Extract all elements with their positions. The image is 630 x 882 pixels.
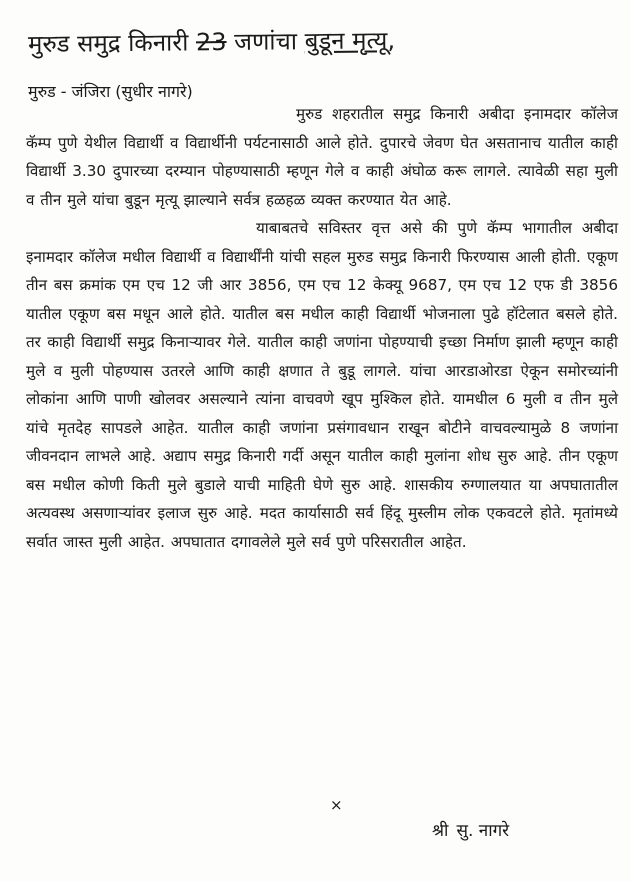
news-headline xyxy=(28,19,618,63)
article-paragraph-2: याबाबतचे सविस्तर वृत्त असे की पुणे कॅम्प भागातील अबीदा इनामदार कॉलेज मधील विद्यार्थी व विद्यार्थींनी यांची सहल मुरुड समुद्र किनारी फिरण्यास आली होती. एकूण तीन बस क्रमांक एम एच 12 जी आर 3856, एम एच 12 केक्यू 9687, एम एच 12 एफ डी 3856 यातील एकूण बस मधून आले होते. यातील बस मधील काही विद्यार्थी भोजनाला पुढे हॉटेलात बसले होते. तर काही विद्यार्थी समुद्र किनाऱ्यावर गेले. यातील काही जणांना पोहण्याची इच्छा निर्माण झाली म्हणून काही मुले व मुली पोहण्यास उतरले आणि काही क्षणात ते बुडू लागले. यांचा आरडाओरडा ऐकून समोरच्यांनी लोकांना आणि पाणी खोलवर असल्याने त्यांना वाचवणे खूप मुश्किल होते. यामधील 6 मुली व तीन मुले यांचे मृतदेह सापडले आहेत. यातील काही जणांना प्रसंगावधान राखून बोटीने वाचवल्यामुळे 8 जणांना जीवनदान लाभले आहे. अद्याप समुद्र किनारी गर्दी असून यातील काही मुलांना शोध सुरु आहे. तीन एकूण बस मधील कोणी किती मुले बुडाले याची माहिती घेणे सुरु आहे. शासकीय रुग्णालयात या अपघातातील अत्यवस्थ असणाऱ्यांवर इलाज सुरु आहे. मदत कार्यासाठी सर्व हिंदू मुस्लीम लोक एकवटले होते. मृतांमध्ये सर्वात जास्त मुली आहेत. अपघातात दगावलेले मुले सर्व पुणे परिसरातील आहेत. xyxy=(26,219,618,551)
end-mark: × xyxy=(330,796,343,814)
headline-punctuation: , xyxy=(387,26,396,55)
headline-struck-number: 23 xyxy=(195,28,227,57)
signature-honorific: श्री xyxy=(432,821,449,841)
reporter-signature xyxy=(432,818,509,844)
headline-part-2: जणांचा xyxy=(234,27,298,56)
signature-name: सु. नागरे xyxy=(456,821,510,841)
article-body xyxy=(26,100,618,556)
dateline-byline: मुरुड - जंजिरा (सुधीर नागरे) xyxy=(28,82,193,101)
headline-part-1: मुरुड समुद्र किनारी xyxy=(27,28,189,59)
headline-underlined-text: बुडून मृत्यू xyxy=(304,26,388,56)
article-paragraph-1: मुरुड शहरातील समुद्र किनारी अबीदा इनामदार कॉलेज कॅम्प पुणे येथील विद्यार्थी व विद्यार्थीनी पर्यटनासाठी आले होते. दुपारचे जेवण घेत असतानाच यातील काही विद्यार्थी 3.30 दुपारच्या दरम्यान पोहण्यासाठी म्हणून गेले व काही अंघोळ करू लागले. त्यावेळी सहा मुली व तीन मुले यांचा बुडून मृत्यू झाल्याने सर्वत्र हळहळ व्यक्त करण्यात येत आहे. xyxy=(26,105,618,209)
